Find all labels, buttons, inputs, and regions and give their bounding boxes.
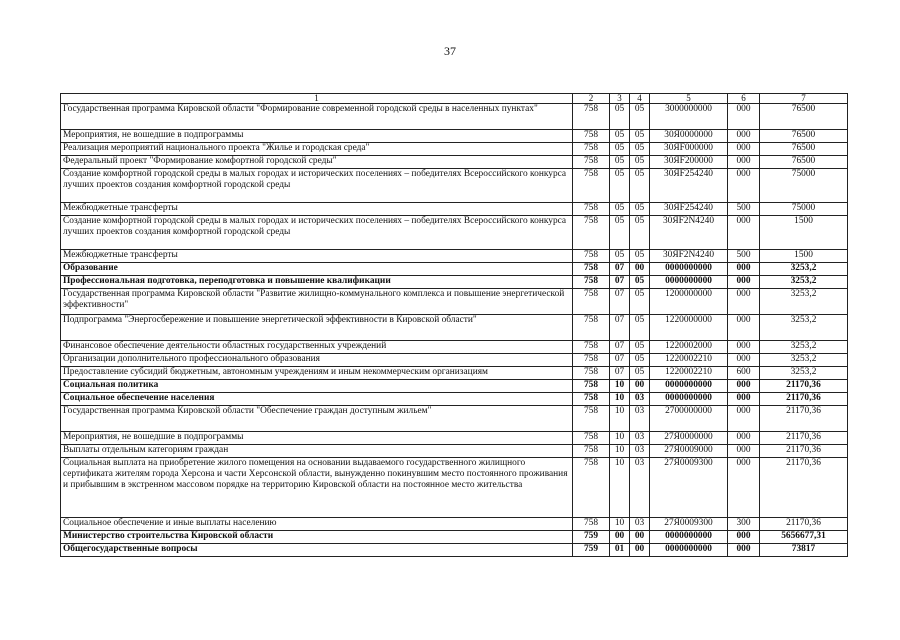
table-row <box>61 380 848 393</box>
row-amount: 76500 <box>760 104 848 130</box>
row-code-admin: 758 <box>573 341 610 354</box>
row-amount: 21170,36 <box>760 380 848 393</box>
table-row <box>61 393 848 406</box>
row-code-admin: 759 <box>573 544 610 557</box>
row-code-admin: 758 <box>573 130 610 143</box>
row-name: Государственная программа Кировской области "Развитие жилищно-коммунального комплекса и повышение энергетической эффективности" <box>61 289 573 315</box>
row-amount: 5656677,31 <box>760 531 848 544</box>
row-code-admin: 758 <box>573 445 610 458</box>
row-code-section: 10 <box>610 406 630 432</box>
row-code-expense: 000 <box>728 432 760 445</box>
row-code-expense: 000 <box>728 380 760 393</box>
row-code-admin: 758 <box>573 276 610 289</box>
row-name: Создание комфортной городской среды в малых городах и исторических поселениях – победителях Всероссийского конкурса лучших проектов создания комфортной городской среды <box>61 169 573 203</box>
row-code-expense: 300 <box>728 518 760 531</box>
row-code-section: 10 <box>610 518 630 531</box>
row-code-section: 05 <box>610 250 630 263</box>
row-name: Социальная выплата на приобретение жилого помещения на основании выдаваемого государственного жилищного сертификата жителям города Херсона и части Херсонской области, вынужденно покинувшим место постоянного проживания и прибывшим в экстренном массовом порядке на территорию Кировской области на постоянное место жительства <box>61 458 573 518</box>
row-name: Выплаты отдельным категориям граждан <box>61 445 573 458</box>
row-code-target: 1220002000 <box>650 341 728 354</box>
row-name: Образование <box>61 263 573 276</box>
row-code-subsection: 00 <box>630 544 650 557</box>
row-code-target: 0000000000 <box>650 380 728 393</box>
row-code-target: 27Я0000000 <box>650 432 728 445</box>
row-code-admin: 758 <box>573 315 610 341</box>
row-code-section: 07 <box>610 367 630 380</box>
row-code-subsection: 05 <box>630 315 650 341</box>
row-amount: 1500 <box>760 216 848 250</box>
row-code-admin: 758 <box>573 518 610 531</box>
row-code-target: 2700000000 <box>650 406 728 432</box>
header-col-4: 4 <box>630 94 650 104</box>
row-code-expense: 000 <box>728 445 760 458</box>
table-row <box>61 432 848 445</box>
row-code-subsection: 05 <box>630 104 650 130</box>
row-code-admin: 758 <box>573 393 610 406</box>
row-code-admin: 758 <box>573 263 610 276</box>
row-code-expense: 000 <box>728 216 760 250</box>
table-row <box>61 458 848 518</box>
header-col-6: 6 <box>728 94 760 104</box>
row-amount: 3253,2 <box>760 367 848 380</box>
table-row <box>61 130 848 143</box>
table-row <box>61 203 848 216</box>
row-code-subsection: 03 <box>630 518 650 531</box>
row-code-admin: 758 <box>573 143 610 156</box>
table-header-row <box>61 94 848 104</box>
row-code-target: 1220000000 <box>650 315 728 341</box>
row-code-section: 05 <box>610 169 630 203</box>
row-code-target: 1220002210 <box>650 367 728 380</box>
header-col-5: 5 <box>650 94 728 104</box>
table-row <box>61 367 848 380</box>
row-amount: 76500 <box>760 156 848 169</box>
row-code-subsection: 05 <box>630 276 650 289</box>
row-code-section: 07 <box>610 354 630 367</box>
row-code-admin: 758 <box>573 354 610 367</box>
row-code-admin: 758 <box>573 289 610 315</box>
row-code-target: 30ЯF254240 <box>650 203 728 216</box>
row-code-admin: 758 <box>573 458 610 518</box>
row-name: Организации дополнительного профессионального образования <box>61 354 573 367</box>
header-col-2: 2 <box>573 94 610 104</box>
row-code-target: 30ЯF200000 <box>650 156 728 169</box>
row-name: Социальная политика <box>61 380 573 393</box>
row-amount: 76500 <box>760 130 848 143</box>
row-code-subsection: 05 <box>630 341 650 354</box>
row-code-target: 27Я0009000 <box>650 445 728 458</box>
row-code-target: 30ЯF000000 <box>650 143 728 156</box>
row-code-expense: 600 <box>728 367 760 380</box>
row-code-target: 3000000000 <box>650 104 728 130</box>
row-code-section: 05 <box>610 216 630 250</box>
row-amount: 3253,2 <box>760 354 848 367</box>
row-name: Социальное обеспечение и иные выплаты населению <box>61 518 573 531</box>
row-code-expense: 000 <box>728 156 760 169</box>
table-row <box>61 250 848 263</box>
row-code-section: 10 <box>610 458 630 518</box>
row-amount: 76500 <box>760 143 848 156</box>
table-row <box>61 406 848 432</box>
row-name: Профессиональная подготовка, переподготовка и повышение квалификации <box>61 276 573 289</box>
row-code-subsection: 05 <box>630 367 650 380</box>
header-col-1: 1 <box>61 94 573 104</box>
row-name: Подпрограмма "Энергосбережение и повышение энергетической эффективности в Кировской области" <box>61 315 573 341</box>
budget-table <box>60 93 848 557</box>
row-code-admin: 759 <box>573 531 610 544</box>
row-amount: 3253,2 <box>760 315 848 341</box>
row-amount: 3253,2 <box>760 341 848 354</box>
row-code-admin: 758 <box>573 250 610 263</box>
row-code-section: 01 <box>610 544 630 557</box>
row-amount: 75000 <box>760 203 848 216</box>
row-code-expense: 000 <box>728 169 760 203</box>
row-name: Финансовое обеспечение деятельности областных государственных учреждений <box>61 341 573 354</box>
row-code-section: 05 <box>610 130 630 143</box>
row-code-section: 07 <box>610 341 630 354</box>
row-code-admin: 758 <box>573 104 610 130</box>
table-row <box>61 143 848 156</box>
row-name: Социальное обеспечение населения <box>61 393 573 406</box>
row-code-subsection: 05 <box>630 289 650 315</box>
row-code-subsection: 03 <box>630 445 650 458</box>
row-code-subsection: 05 <box>630 250 650 263</box>
row-code-section: 07 <box>610 263 630 276</box>
row-code-subsection: 05 <box>630 203 650 216</box>
row-code-admin: 758 <box>573 203 610 216</box>
row-name: Создание комфортной городской среды в малых городах и исторических поселениях – победителях Всероссийского конкурса лучших проектов создания комфортной городской среды <box>61 216 573 250</box>
row-code-subsection: 03 <box>630 458 650 518</box>
row-amount: 21170,36 <box>760 445 848 458</box>
row-name: Министерство строительства Кировской области <box>61 531 573 544</box>
table-row <box>61 169 848 203</box>
row-code-expense: 000 <box>728 458 760 518</box>
table-row <box>61 341 848 354</box>
page-number: 37 <box>444 44 456 58</box>
table-row <box>61 531 848 544</box>
row-code-admin: 758 <box>573 406 610 432</box>
row-code-expense: 000 <box>728 393 760 406</box>
row-code-section: 10 <box>610 380 630 393</box>
row-amount: 21170,36 <box>760 432 848 445</box>
table-row <box>61 544 848 557</box>
row-code-expense: 000 <box>728 315 760 341</box>
row-code-section: 10 <box>610 445 630 458</box>
table-row <box>61 216 848 250</box>
row-code-expense: 000 <box>728 263 760 276</box>
row-code-subsection: 05 <box>630 156 650 169</box>
table-row <box>61 354 848 367</box>
row-code-subsection: 03 <box>630 406 650 432</box>
row-name: Межбюджетные трансферты <box>61 203 573 216</box>
row-code-subsection: 00 <box>630 263 650 276</box>
table-body <box>61 104 848 557</box>
row-amount: 3253,2 <box>760 263 848 276</box>
row-code-subsection: 05 <box>630 130 650 143</box>
row-code-subsection: 05 <box>630 169 650 203</box>
row-code-expense: 000 <box>728 143 760 156</box>
row-code-admin: 758 <box>573 380 610 393</box>
row-code-target: 30ЯF2N4240 <box>650 250 728 263</box>
row-code-target: 30ЯF254240 <box>650 169 728 203</box>
row-code-admin: 758 <box>573 432 610 445</box>
row-code-subsection: 00 <box>630 531 650 544</box>
table-row <box>61 445 848 458</box>
row-code-section: 10 <box>610 393 630 406</box>
row-amount: 21170,36 <box>760 406 848 432</box>
row-code-expense: 000 <box>728 406 760 432</box>
row-code-section: 05 <box>610 143 630 156</box>
row-code-expense: 500 <box>728 250 760 263</box>
table-row <box>61 315 848 341</box>
table-row <box>61 156 848 169</box>
row-code-expense: 500 <box>728 203 760 216</box>
header-col-7: 7 <box>760 94 848 104</box>
row-name: Федеральный проект "Формирование комфортной городской среды" <box>61 156 573 169</box>
row-code-expense: 000 <box>728 531 760 544</box>
row-code-expense: 000 <box>728 276 760 289</box>
row-code-section: 05 <box>610 203 630 216</box>
row-amount: 21170,36 <box>760 518 848 531</box>
table-row <box>61 276 848 289</box>
row-code-expense: 000 <box>728 289 760 315</box>
row-amount: 21170,36 <box>760 393 848 406</box>
row-amount: 73817 <box>760 544 848 557</box>
row-code-subsection: 00 <box>630 380 650 393</box>
row-amount: 1500 <box>760 250 848 263</box>
table-row <box>61 263 848 276</box>
row-code-subsection: 05 <box>630 216 650 250</box>
row-code-target: 0000000000 <box>650 263 728 276</box>
row-code-expense: 000 <box>728 104 760 130</box>
row-name: Реализация мероприятий национального проекта "Жилье и городская среда" <box>61 143 573 156</box>
row-code-target: 1220002210 <box>650 354 728 367</box>
header-col-3: 3 <box>610 94 630 104</box>
row-code-section: 00 <box>610 531 630 544</box>
row-name: Мероприятия, не вошедшие в подпрограммы <box>61 432 573 445</box>
row-code-section: 07 <box>610 276 630 289</box>
row-code-section: 05 <box>610 104 630 130</box>
row-code-target: 30Я0000000 <box>650 130 728 143</box>
table-row <box>61 518 848 531</box>
row-name: Мероприятия, не вошедшие в подпрограммы <box>61 130 573 143</box>
row-code-admin: 758 <box>573 216 610 250</box>
row-code-expense: 000 <box>728 354 760 367</box>
row-name: Предоставление субсидий бюджетным, автономным учреждениям и иным некоммерческим организациям <box>61 367 573 380</box>
row-code-section: 07 <box>610 315 630 341</box>
row-amount: 75000 <box>760 169 848 203</box>
row-code-subsection: 05 <box>630 143 650 156</box>
row-name: Государственная программа Кировской области "Формирование современной городской среды в населенных пунктах" <box>61 104 573 130</box>
row-name: Общегосударственные вопросы <box>61 544 573 557</box>
row-amount: 3253,2 <box>760 276 848 289</box>
row-code-target: 27Я0009300 <box>650 518 728 531</box>
row-name: Государственная программа Кировской области "Обеспечение граждан доступным жильем" <box>61 406 573 432</box>
row-code-expense: 000 <box>728 341 760 354</box>
row-code-expense: 000 <box>728 130 760 143</box>
row-code-subsection: 05 <box>630 354 650 367</box>
row-code-admin: 758 <box>573 156 610 169</box>
row-code-target: 0000000000 <box>650 531 728 544</box>
row-code-subsection: 03 <box>630 432 650 445</box>
table-row <box>61 289 848 315</box>
row-amount: 21170,36 <box>760 458 848 518</box>
row-code-subsection: 03 <box>630 393 650 406</box>
row-code-target: 27Я0009300 <box>650 458 728 518</box>
row-code-expense: 000 <box>728 544 760 557</box>
row-code-section: 05 <box>610 156 630 169</box>
row-code-section: 07 <box>610 289 630 315</box>
row-amount: 3253,2 <box>760 289 848 315</box>
row-code-admin: 758 <box>573 169 610 203</box>
table-row <box>61 104 848 130</box>
row-code-target: 30ЯF2N4240 <box>650 216 728 250</box>
row-code-target: 1200000000 <box>650 289 728 315</box>
row-code-target: 0000000000 <box>650 276 728 289</box>
row-name: Межбюджетные трансферты <box>61 250 573 263</box>
row-code-target: 0000000000 <box>650 544 728 557</box>
row-code-section: 10 <box>610 432 630 445</box>
row-code-admin: 758 <box>573 367 610 380</box>
row-code-target: 0000000000 <box>650 393 728 406</box>
